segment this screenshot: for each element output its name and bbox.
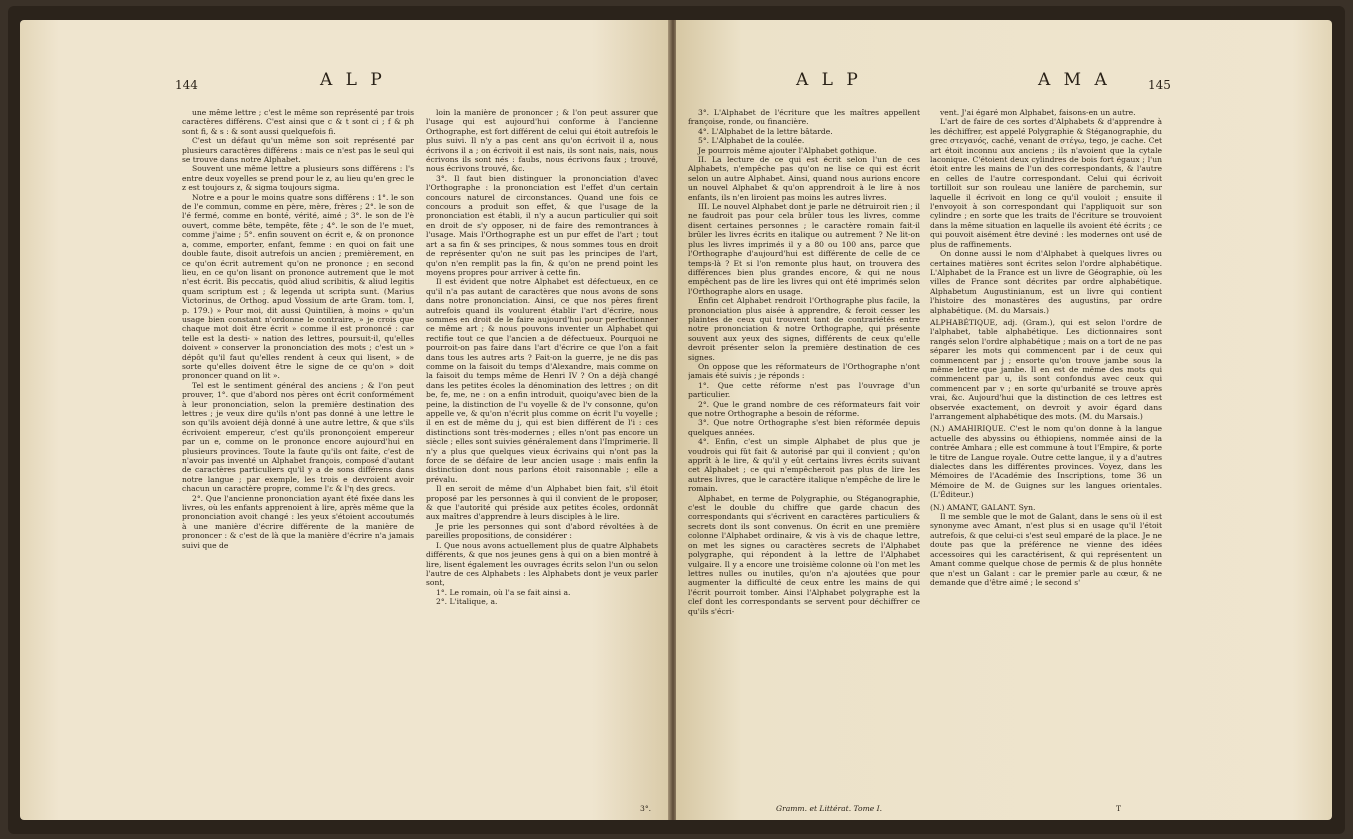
- right-page-number: 145: [1148, 78, 1171, 92]
- entry-amant-galant: (N.) AMANT, GALANT. Syn.: [930, 502, 1036, 512]
- paragraph: I. Que nous avons actuellement plus de quatre Alphabets différents, & que nos jeunes gens à qui on a bien montré à lire, lisent également les ouvrages écrits selon l'un ou selon l'autre de ces Alphabets : les Alphabets dont je veux parler sont,: [426, 540, 658, 588]
- paragraph: 2°. Que l'ancienne prononciation ayant été fixée dans les livres, où les enfants apprenoient à lire, après même que la prononciation avoit changé : les yeux s'étoient accoutumés à une manière d'écrire différente de la manière de prononcer : & c'est de là que la manière d'écrire n'a jamais suivi que de: [182, 493, 414, 550]
- paragraph: 4°. Enfin, c'est un simple Alphabet de plus que je voudrois qui fût fait & autorisé par qui il convient ; qu'on apprît à le lire, & qu'il y eût certains livres écrits suivant cet Alphabet ; ce qui n'empêcheroit pas plus de lire les autres livres, que le caractère italique n'empêche de lire le romain.: [688, 437, 920, 494]
- paragraph: Il est évident que notre Alphabet est défectueux, en ce qu'il n'a pas autant de caractères que nous avons de sons dans notre prononciation. Ainsi, ce que nos pères firent autrefois quand ils voulurent établir l'art d'écrire, nous sommes en droit de le faire aujourd'hui pour perfectionner ce même art ; & nous pouvons inventer un Alphabet qui rectifie tout ce que l'ancien a de défectueux. Pourquoi ne pourroit-on pas faire dans l'art d'écrire ce que l'on a fait dans tous les autres arts ? Fait-on la guerre, je ne dis pas comme on la faisoit du temps d'Alexandre, mais comme on la faisoit du temps même de Henri IV ? On a déjà changé dans les petites écoles la dénomination des lettres ; on dit be, fe, me, ne : on a enfin introduit, quoiqu'avec bien de la peine, la distinction de l'u voyelle & de l'v consonne, qu'on appelle ve, & qu'on n'écrit plus comme on écrit l'u voyelle ; il en est de même du j, qui est bien différent de l'i : ces distinctions sont très-modernes ; elles n'ont pas encore un siècle ; elles sont suivies généralement dans l'Imprimerie. Il n'y a plus que quelques vieux écrivains qui n'ont pas la force de se défaire de leur ancien usage : mais enfin la distinction dont nous parlons étoit raisonnable ; elle a prévalu.: [426, 277, 658, 484]
- paragraph: 1°. Le romain, où l'a se fait ainsi a.: [436, 587, 571, 597]
- paragraph: Enfin cet Alphabet rendroit l'Orthographe plus facile, la prononciation plus aisée à apprendre, & feroit cesser les plaintes de ceux qui trouvent tant de contrariétés entre notre prononciation & notre Orthographe, qui présente souvent aux yeux des signes, différents de ceux qu'elle devroit présenter selon la première destination de ces signes.: [688, 296, 920, 362]
- left-running-head: A L P: [320, 70, 386, 90]
- book-spread: [8, 6, 1345, 834]
- paragraph: Souvent une même lettre a plusieurs sons différens : l's entre deux voyelles se prend pour le z, au lieu qu'en grec le z est toujours z, & sigma toujours sigma.: [182, 164, 414, 193]
- right-running-head-2: A M A: [1038, 70, 1111, 90]
- paragraph: 1°. Que cette réforme n'est pas l'ouvrage d'un particulier.: [688, 380, 920, 400]
- paragraph: Tel est le sentiment général des anciens ; & l'on peut prouver, 1°. que d'abord nos pères ont écrit conformément à leur prononciation, selon la première destination des lettres ; je veux dire qu'ils n'ont pas donné à une lettre le son qu'ils avoient déjà donné à une autre lettre, & que s'ils écrivoient empereur, c'est qu'ils prononçoient empereur par un e, comme on le prononce encore aujourd'hui en plusieurs provinces. Toute la faute qu'ils ont faite, c'est de n'avoir pas inventé un Alphabet françois, composé d'autant de caractères particuliers qu'il y a de sons différens dans notre langue ; par exemple, les trois e devroient avoir chacun un caractère propre, comme l'ε & l'η des grecs.: [182, 380, 414, 494]
- right-catchword: T: [1116, 804, 1122, 813]
- left-page-number: 144: [175, 78, 198, 92]
- paragraph: 3°. Que notre Orthographe s'est bien réformée depuis quelques années.: [688, 418, 920, 437]
- left-page: [20, 20, 670, 820]
- right-page: [676, 20, 1332, 820]
- page-footer: Gramm. et Littérat. Tome I.: [776, 804, 883, 813]
- left-column-2: [426, 108, 658, 798]
- paragraph: 3°. Il faut bien distinguer la prononciation d'avec l'Orthographe : la prononciation est l'effet d'un certain concours naturel de circonstances. Quand une fois ce concours a produit son effet, & que l'usage de la prononciation est établi, il n'y a aucun particulier qui soit en droit de s'y opposer, ni de faire des remontrances à l'usage. Mais l'Orthographe est un pur effet de l'art ; tout art a sa fin & ses principes, & nous sommes tous en droit de représenter qu'on ne suit pas les principes de l'art, qu'on n'en remplit pas la fin, & qu'on ne prend point les moyens propres pour arriver à cette fin.: [426, 173, 658, 277]
- paragraph: C'est un défaut qu'un même son soit représenté par plusieurs caractères différens : mais ce n'est pas le seul qui se trouve dans notre Alphabet.: [182, 136, 414, 165]
- right-running-head-1: A L P: [796, 70, 862, 90]
- paragraph: Je pourrois même ajouter l'Alphabet gothique.: [698, 145, 877, 155]
- left-column-1: [182, 108, 414, 798]
- paragraph: Je prie les personnes qui sont d'abord révoltées à de pareilles propositions, de considérer :: [426, 521, 658, 541]
- paragraph: 3°. L'Alphabet de l'écriture que les maîtres appellent françoise, ronde, ou financière.: [688, 108, 920, 127]
- right-column-2: [930, 108, 1162, 798]
- paragraph: une même lettre ; c'est le même son représenté par trois caractères différens. C'est ainsi que c & t sont ci ; f & ph sont fi, & s : & sont aussi quelquefois fi.: [182, 108, 414, 136]
- paragraph: 5°. L'Alphabet de la coulée.: [698, 136, 805, 146]
- paragraph: II. La lecture de ce qui est écrit selon l'un de ces Alphabets, n'empêche pas qu'on ne lise ce qui est écrit selon un autre Alphabet. Ainsi, quand nous aurions encore un nouvel Alphabet & qu'on apprendroit à le lire à nos enfants, ils n'en liroient pas moins les autres livres.: [688, 155, 920, 202]
- paragraph: Il en seroit de même d'un Alphabet bien fait, s'il étoit proposé par les personnes à qui il convient de le proposer, & que l'autorité qui préside aux petites écoles, ordonnât aux maîtres d'apprendre à leurs disciples à le lire.: [426, 484, 658, 522]
- paragraph: 4°. L'Alphabet de la lettre bâtarde.: [698, 126, 833, 136]
- right-column-1: [688, 108, 920, 798]
- paragraph: 2°. Que le grand nombre de ces réformateurs fait voir que notre Orthographe a besoin de réforme.: [688, 399, 920, 418]
- entry-amahirique: (N.) AMAHIRIQUE. C'est le nom qu'on donne à la langue actuelle des abyssins ou éthiopiens, nommée ainsi de la contrée Amhara ; elle est commune à tout l'Empire, & porte le titre de Langue royale. Outre cette langue, il y a d'autres dialectes dans les différentes provinces. Voyez, dans les Mémoires de l'Académie des Inscriptions, tome 36 un Mémoire de M. de Guignes sur les langues orientales. (L'Éditeur.): [930, 424, 1162, 500]
- paragraph: L'art de faire de ces sortes d'Alphabets & d'apprendre à les déchiffrer, est appelé Polygraphie & Stéganographie, du grec στεγανός, caché, venant de στέγω, tego, je cache. Cet art étoit inconnu aux anciens ; ils n'avoient que la cytale laconique. C'étoient deux cylindres de bois fort égaux ; l'un étoit entre les mains de l'un des correspondants, & l'autre en celles de l'autre correspondant. Celui qui écrivoit tortilloit sur son rouleau une lanière de parchemin, sur laquelle il écrivoit en long ce qu'il vouloit ; ensuite il l'envoyoit à son correspondant qui l'appliquoit sur son cylindre ; en sorte que les traits de l'écriture se trouvoient dans la même situation en laquelle ils avoient été écrits ; ce qui pouvoit aisément être deviné : les modernes ont usé de plus de raffinements.: [930, 117, 1162, 249]
- paragraph: III. Le nouvel Alphabet dont je parle ne détruiroit rien ; il ne faudroit pas pour cela brûler tous les livres, comme disent certaines personnes ; le caractère romain fait-il brûler les livres écrits en italique ou autrement ? Ne lit-on plus les livres imprimés il y a 80 ou 100 ans, parce que l'Orthographe d'aujourd'hui est différente de celle de ce temps-là ? Et si l'on remonte plus haut, on trouvera des différences bien plus grandes encore, & qui ne nous empêchent pas de lire les livres qui ont été imprimés selon l'Orthographe alors en usage.: [688, 202, 920, 296]
- paragraph: loin la manière de prononcer ; & l'on peut assurer que l'usage qui est aujourd'hui conforme à l'ancienne Orthographe, est fort différent de celui qui étoit autrefois le plus suivi. Il n'y a pas cent ans qu'on écrivoit il a, nous écrivons il a ; on écrivoit il est nais, ils sont nais, nais, nous écrivons ils sont nés : faubs, nous écrivons faux ; trouvé, nous écrivons trouvé, &c.: [426, 108, 658, 174]
- paragraph: Alphabet, en terme de Polygraphie, ou Stéganographie, c'est le double du chiffre que garde chacun des correspondants qui s'écrivent en caractères particuliers & secrets dont ils sont convenus. On écrit en une première colonne l'Alphabet ordinaire, & vis à vis de chaque lettre, on met les signes ou caractères secrets de l'Alphabet polygraphe, qui répondent à la lettre de l'Alphabet vulgaire. Il y a encore une troisième colonne où l'on met les lettres nulles ou inutiles, qu'on n'a ajoutées que pour augmenter la difficulté de ceux entre les mains de qui l'écrit pourroit tomber. Ainsi l'Alphabet polygraphe est la clef dont les correspondants se servent pour déchiffrer ce qu'ils s'écri-: [688, 493, 920, 616]
- paragraph: Il me semble que le mot de Galant, dans le sens où il est synonyme avec Amant, n'est plus si en usage qu'il l'étoit autrefois, & que celui-ci s'est seul emparé de la place. Je ne doute pas que la préférence ne vienne des idées accessoires qui les caractérisent, & qui représentent un Amant comme quelque chose de permis & de plus honnête que n'est un Galant : car le premier parle au cœur, & ne demande que d'être aimé ; le second s': [930, 512, 1162, 587]
- left-catchword: 3°.: [640, 804, 652, 813]
- paragraph: Notre e a pour le moins quatre sons différens : 1°. le son de l'e commun, comme en père, mère, frères ; 2°. le son de l'é fermé, comme en bonté, vérité, aimé ; 3°. le son de l'è ouvert, comme bête, tempête, fête ; 4°. le son de l'e muet, comme j'aime ; 5°. enfin souvent on écrit e, & on prononce a, comme, emporter, enfant, femme : en quoi on fait une double faute, disoit autrefois un ancien ; premièrement, en ce qu'on écrit autrement qu'on ne prononce ; en second lieu, en ce qu'on lisant on prononce autrement que le mot n'est écrit. Bis peccatis, quòd aliud scribitis, & aliud legitis quam scriptum est ; & legenda ut scripta sunt. (Marius Victorinus, de Orthog. apud Vossium de arte Gram. tom. I, p. 179.) » Pour moi, dit aussi Quintilien, à moins » qu'un usage bien constant n'ordonne le contraire, » je crois que chaque mot doit être écrit » comme il est prononcé : car telle est la desti- » nation des lettres, poursuit-il, qu'elles doivent » conserver la prononciation des mots ; c'est un » dépôt qu'il faut qu'elles rendent à ceux qui lisent, » de sorte qu'elles doivent être le signe de ce qu'on » doit prononcer quand on lit ».: [182, 192, 414, 381]
- entry-alphabetique: ALPHABÉTIQUE, adj. (Gram.), qui est selon l'ordre de l'alphabet, table alphabétique. Les dictionnaires sont rangés selon l'ordre alphabétique ; mais on a tort de ne pas séparer les mots qui commencent par i de ceux qui commencent par j ; ensorte qu'on trouve jambe sous la même lettre que jambe. Il en est de même des mots qui commencent par u, ils sont confondus avec ceux qui commencent par v ; en sorte qu'urbanité se trouve après vrai, &c. Aujourd'hui que la distinction de ces lettres est observée exactement, on devroit y avoir égard dans l'arrangement alphabétique des mots. (M. du Marsais.): [930, 317, 1162, 421]
- paragraph: vent. J'ai égaré mon Alphabet, faisons-en un autre.: [940, 108, 1136, 117]
- paragraph: On donne aussi le nom d'Alphabet à quelques livres ou certaines matières sont écrites selon l'ordre alphabétique. L'Alphabet de la France est un livre de Géographie, où les villes de France sont décrites par ordre alphabétique. Alphabetum Augustinianum, est un livre qui contient l'histoire des monastères des augustins, par ordre alphabétique. (M. du Marsais.): [930, 249, 1162, 315]
- paragraph: 2°. L'italique, a.: [436, 597, 498, 607]
- paragraph: On oppose que les réformateurs de l'Orthographe n'ont jamais été suivis ; je réponds :: [688, 361, 920, 381]
